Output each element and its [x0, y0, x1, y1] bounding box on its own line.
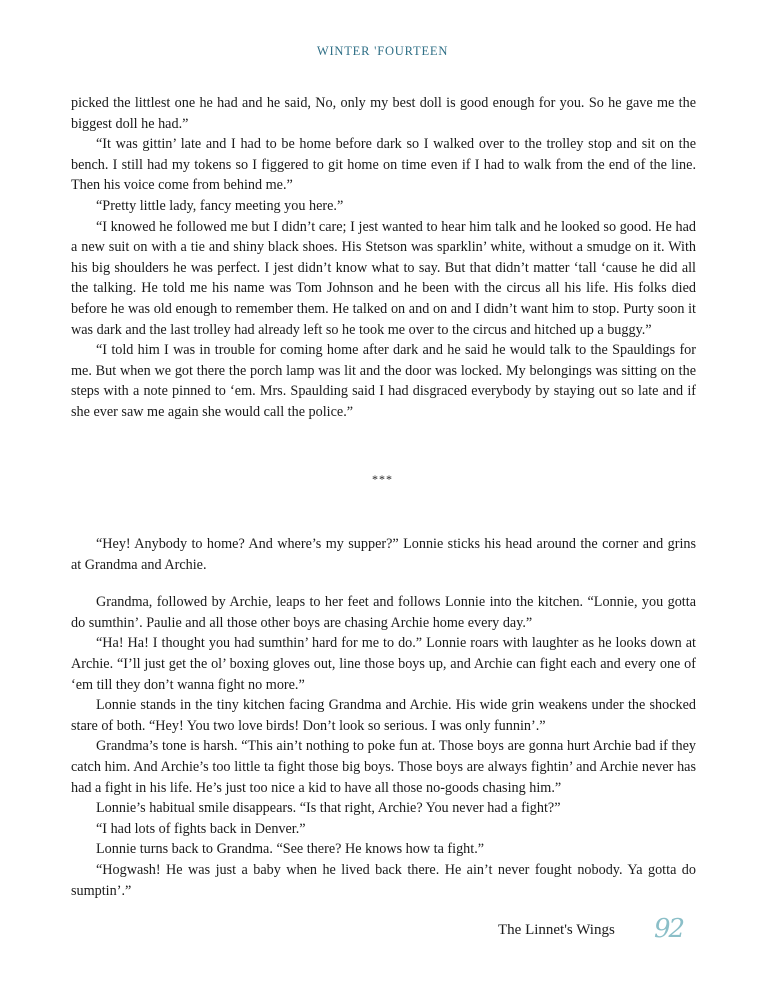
- paragraph: “I had lots of fights back in Denver.”: [96, 820, 306, 837]
- running-header: WINTER 'FOURTEEN: [316, 44, 449, 58]
- paragraph: “Hey! Anybody to home? And where’s my supper?” Lonnie sticks his head around the corner and grins at Grandma and Archie.: [71, 536, 696, 573]
- story-part-1: [71, 93, 696, 423]
- paragraph: picked the littlest one he had and he said, No, only my best doll is good enough for you. So he gave me the biggest doll he had.”: [71, 95, 696, 132]
- publication-title: The Linnet's Wings: [498, 922, 615, 938]
- paragraph: “Ha! Ha! I thought you had sumthin’ hard for me to do.” Lonnie roars with laughter as he looks down at Archie. “I’ll just get the ol’ boxing gloves out, line those boys up, and Archie can fight each and every one of ‘em till they don’t wanna fight no more.”: [71, 635, 696, 693]
- paragraph: Lonnie turns back to Grandma. “See there? He knows how ta fight.”: [96, 841, 485, 858]
- story-part-2: [71, 534, 696, 901]
- paragraph: “Pretty little lady, fancy meeting you here.”: [96, 197, 344, 214]
- section-break: ***: [372, 472, 393, 486]
- page-number: 92: [654, 914, 684, 944]
- paragraph: “I told him I was in trouble for coming home after dark and he said he would talk to the Spauldings for me. But when we got there the porch lamp was lit and the door was locked. My belongings was sitting on the steps with a note pinned to ‘em. Mrs. Spaulding said I had disgraced everybody by staying out so late and if she ever saw me again she would call the police.”: [71, 342, 696, 420]
- paragraph: Grandma, followed by Archie, leaps to her feet and follows Lonnie into the kitchen. “Lonnie, you gotta do sumthin’. Paulie and all those other boys are chasing Archie home every day.”: [71, 594, 696, 631]
- paragraph: “I knowed he followed me but I didn’t care; I jest wanted to hear him talk and he looked so good. He had a new suit on with a tie and shiny black shoes. His Stetson was sparklin’ white, without a smudge on it. With his big shoulders he was perfect. I jest didn’t know what to say. But that didn’t matter ‘tall ‘cause he did all the talking. He told me his name was Tom Johnson and he been with the circus all his life. His folks died before he was old enough to remember them. He talked on and on and I didn’t want him to stop. Purty soon it was dark and the last trolley had already left so he took me over to the circus and hitched up a buggy.”: [71, 218, 696, 338]
- paragraph: Lonnie’s habitual smile disappears. “Is that right, Archie? You never had a fight?”: [96, 800, 561, 817]
- paragraph: “Hogwash! He was just a baby when he lived back there. He ain’t never fought nobody. Ya gotta do sumptin’.”: [71, 861, 696, 899]
- paragraph: “It was gittin’ late and I had to be home before dark so I walked over to the trolley stop and sit on the bench. I still had my tokens so I figgered to git home on time even if I had to walk from the end of the line. Then his voice come from behind me.”: [71, 136, 696, 194]
- paragraph: Lonnie stands in the tiny kitchen facing Grandma and Archie. His wide grin weakens under the shocked stare of both. “Hey! You two love birds! Don’t look so serious. I was only funnin’.”: [71, 697, 696, 734]
- paragraph: Grandma’s tone is harsh. “This ain’t nothing to poke fun at. Those boys are gonna hurt Archie bad if they catch him. And Archie’s too little ta fight those big boys. Those boys are always fightin’ and Archie never has had a fight in his life. He’s just too nice a kid to have all those no-goods chasing him.”: [71, 738, 696, 796]
